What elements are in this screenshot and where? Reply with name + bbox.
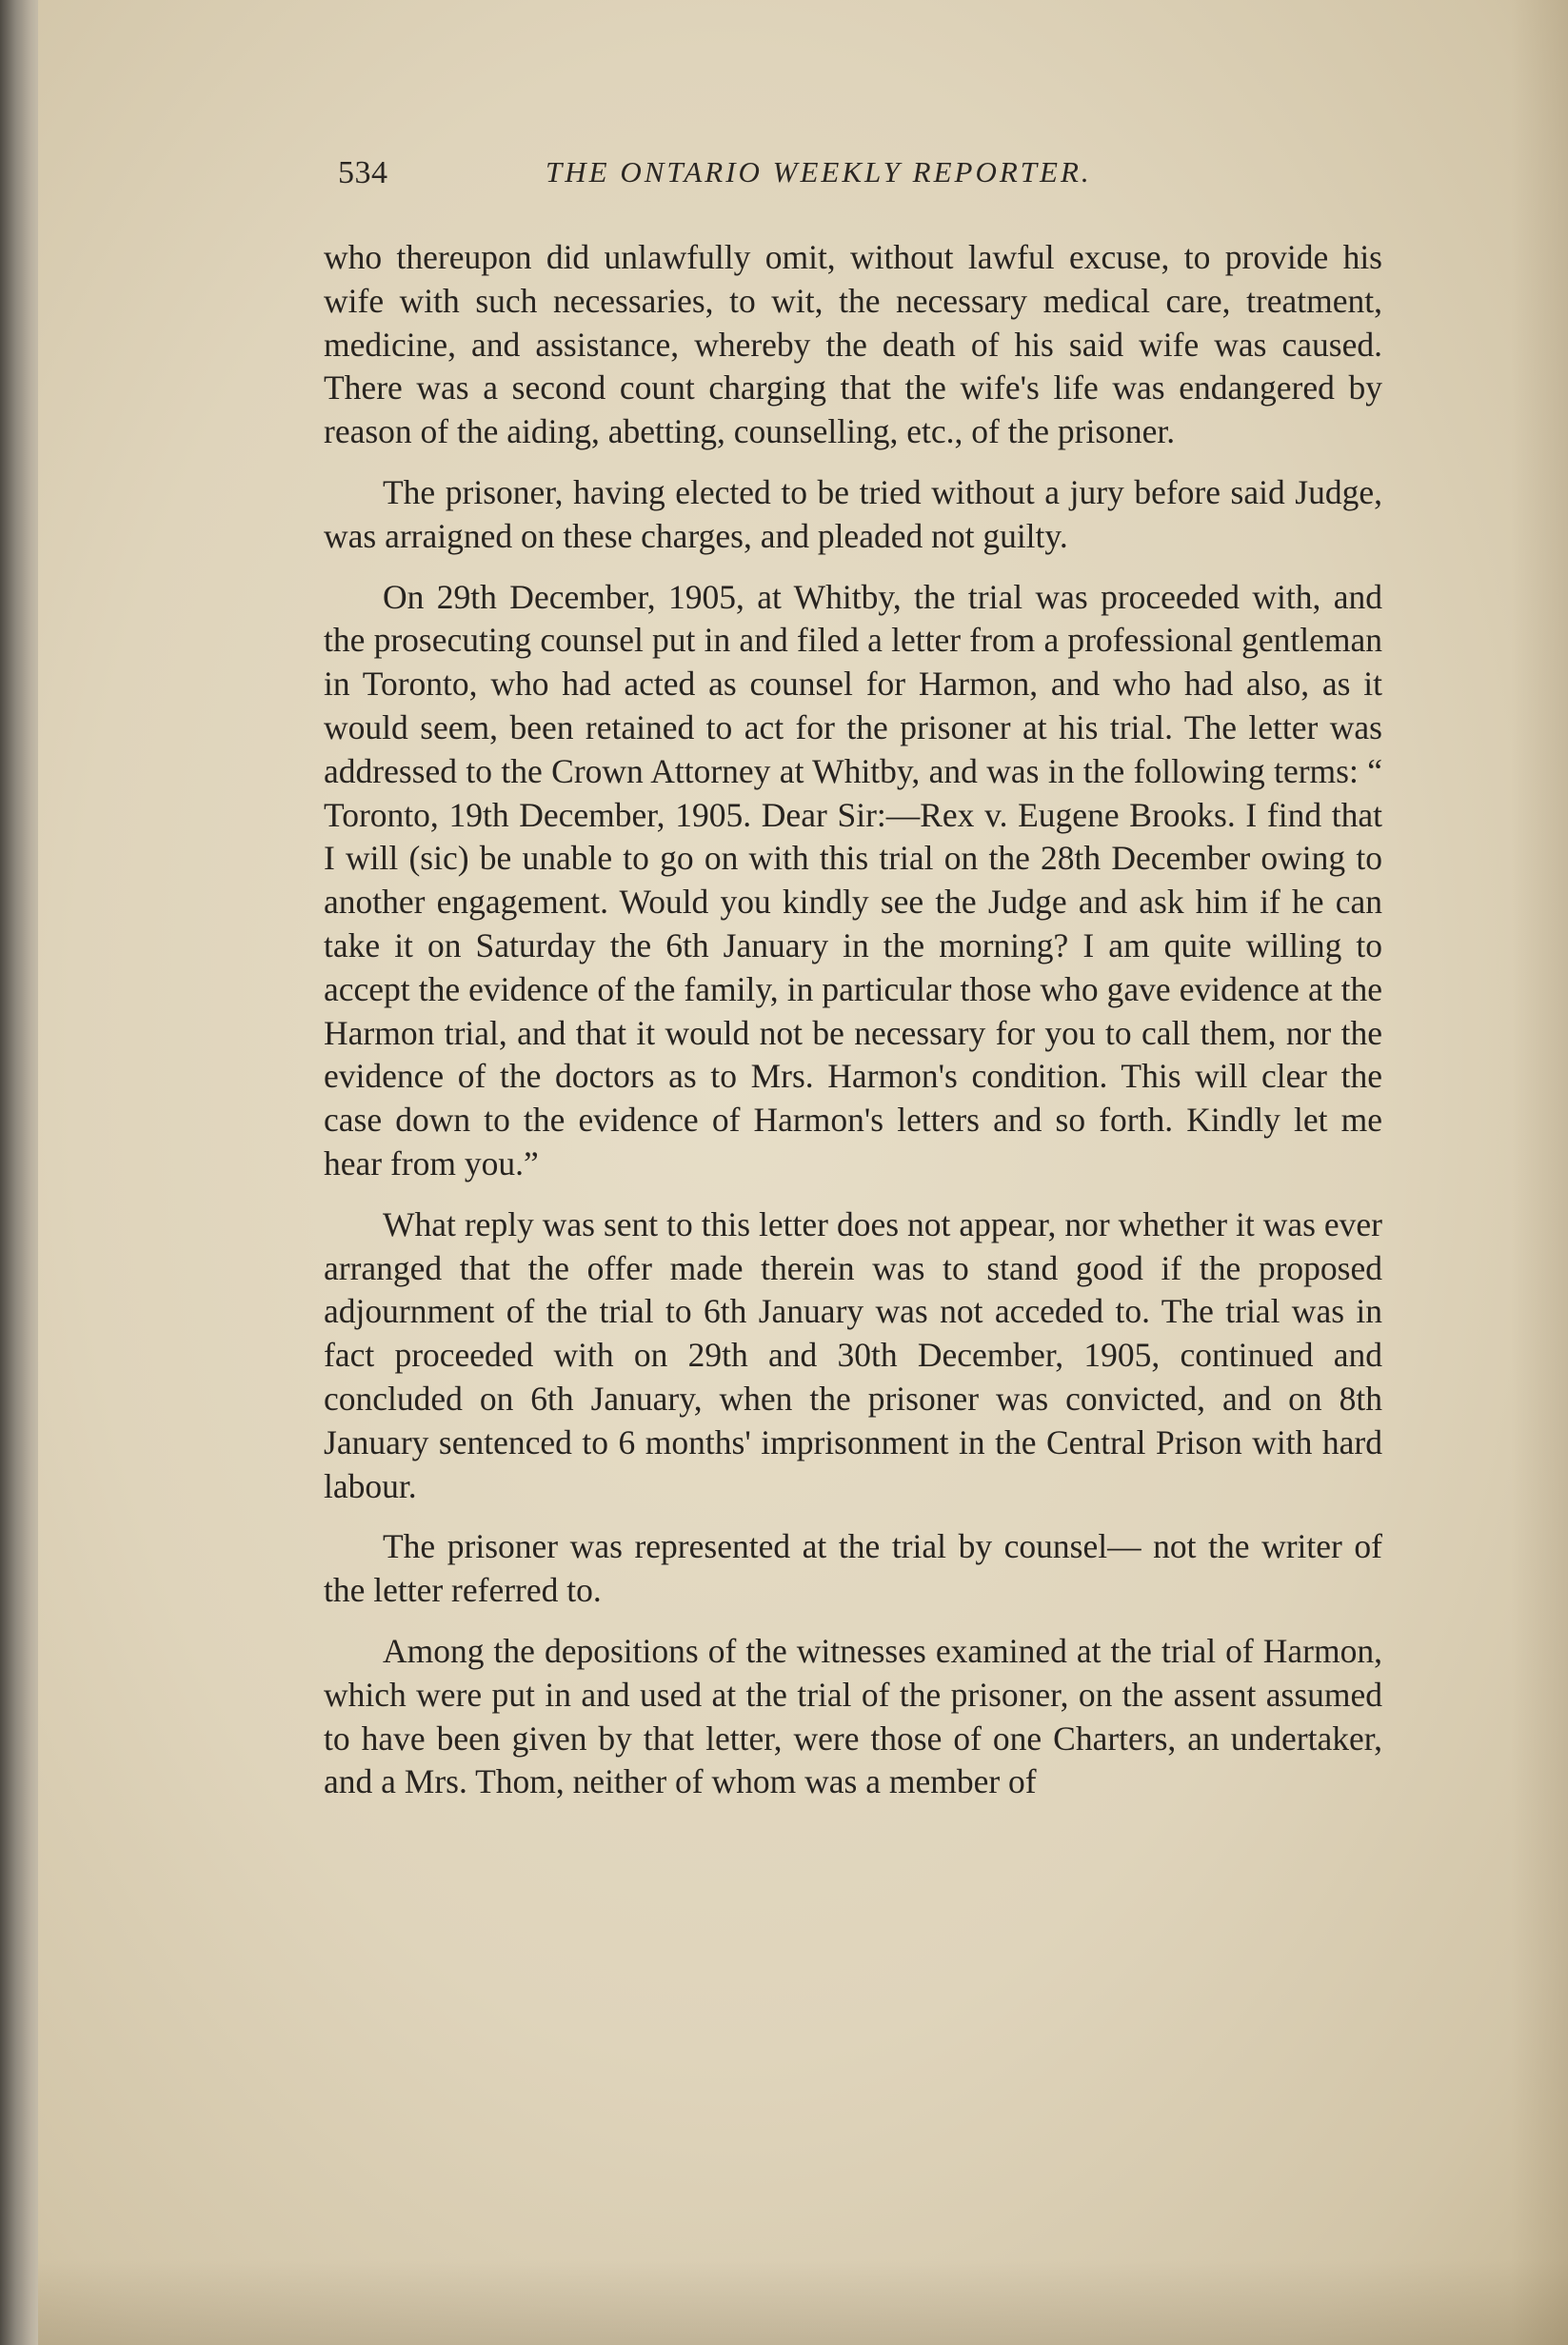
page-shadow-right bbox=[1511, 0, 1568, 2345]
page-number: 534 bbox=[338, 155, 388, 190]
paragraph: Among the depositions of the witnesses examined at the trial of Harmon, which were put in and used at the trial of the prisoner, on the assent assumed to have been given by that letter, were those of one Charters, an undertaker, and a Mrs. Thom, neither of whom was a member of bbox=[324, 1631, 1382, 1801]
running-header bbox=[338, 155, 1290, 203]
paragraph-continued: who thereupon did unlawfully omit, without lawful excuse, to provide his wife with such necessaries, to wit, the necessary medical care, treatment, medicine, and assistance, whereby the death of his said wife was caused. There was a second count charging that the wife's life was endangered by reason of the aiding, abetting, counselling, etc., of the prisoner. bbox=[324, 238, 1382, 451]
running-title: THE ONTARIO WEEKLY REPORTER. bbox=[546, 155, 1092, 189]
paragraph: On 29th December, 1905, at Whitby, the trial was proceeded with, and the prosecuting counsel put in and filed a letter from a professional gentleman in Toronto, who had acted as counsel for Harmon, and who had also, as it would seem, been retained to act for the prisoner at his trial. The letter was addressed to the Crown Attorney at Whitby, and was in the following terms: “ Toronto, 19th December, 1905. Dear Sir:—Rex v. Eugene Brooks. I find that I will (sic) be unable to go on with this trial on the 28th December owing to another engagement. Would you kindly see the Judge and ask him if he can take it on Saturday the 6th January in the morning? I am quite willing to accept the evidence of the family, in particular those who gave evidence at the Harmon trial, and that it would not be necessary for you to call them, nor the evidence of the doctors as to Mrs. Harmon's condition. This will clear the case down to the evidence of Harmon's letters and so forth. Kindly let me hear from you.” bbox=[324, 577, 1382, 1182]
page-shadow-bottom bbox=[38, 2259, 1568, 2345]
body-text bbox=[324, 236, 1382, 1821]
paragraph: What reply was sent to this letter does not appear, nor whether it was ever arranged that the offer made therein was to stand good if the proposed adjournment of the trial to 6th January was not acceded to. The trial was in fact proceeded with on 29th and 30th December, 1905, continued and concluded on 6th January, when the prisoner was convicted, and on 8th January sentenced to 6 months' imprisonment in the Central Prison with hard labour. bbox=[324, 1204, 1382, 1505]
paragraph: The prisoner, having elected to be tried without a jury before said Judge, was arraigned on these charges, and pleaded not guilty. bbox=[324, 472, 1382, 555]
paragraph: The prisoner was represented at the trial by counsel— not the writer of the letter referred to. bbox=[324, 1527, 1382, 1610]
